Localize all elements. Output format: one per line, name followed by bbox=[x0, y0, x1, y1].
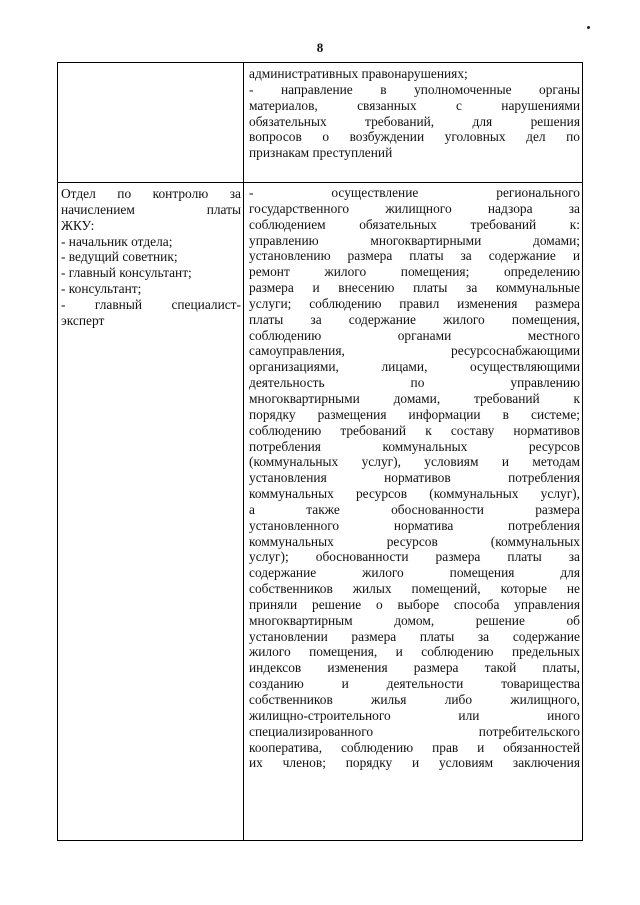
text-line: административных правонарушениях; bbox=[249, 66, 468, 81]
text-line: собственников жилых помещений, которые не bbox=[249, 581, 580, 597]
text-line: - начальник отдела; bbox=[61, 233, 173, 249]
text-line: установленного норматива потребления bbox=[249, 517, 580, 533]
row2-right-cell bbox=[249, 185, 580, 771]
text-line: многоквартирными домами, требований к bbox=[249, 390, 580, 406]
text-line: - главный специалист- bbox=[61, 296, 241, 312]
text-line: услуг); обоснованности размера платы за bbox=[249, 549, 580, 565]
text-line: установлении размера платы за содержание bbox=[249, 628, 580, 644]
text-line: жилищно-строительного или иного bbox=[249, 707, 580, 723]
text-line: - главный консультант; bbox=[61, 265, 192, 281]
text-line: содержание жилого помещения для bbox=[249, 565, 580, 581]
text-line: услуги; соблюдению правил изменения размера bbox=[249, 295, 580, 311]
text-line: потребления коммунальных ресурсов bbox=[249, 438, 580, 454]
text-line: ЖКУ: bbox=[61, 217, 95, 233]
text-line: кооператива, соблюдению прав и обязанностей bbox=[249, 739, 580, 755]
text-line: Отдел по контролю за bbox=[61, 186, 241, 201]
text-line: материалов, связанных с нарушениями bbox=[249, 97, 580, 113]
text-line: - консультант; bbox=[61, 281, 142, 297]
text-line: - направление в уполномоченные органы bbox=[249, 81, 580, 97]
text-line: ремонт жилого помещения; определению bbox=[249, 264, 580, 280]
text-line: (коммунальных услуг), условиям и методам bbox=[249, 454, 580, 470]
text-line: деятельность по управлению bbox=[249, 375, 580, 391]
text-line: их членов; порядку и условиям заключения bbox=[249, 755, 580, 771]
text-line: государственного жилищного надзора за bbox=[249, 200, 580, 216]
text-line: коммунальных ресурсов (коммунальных услуг), bbox=[249, 486, 580, 502]
text-line: специализированного потребительского bbox=[249, 723, 580, 739]
text-line: созданию и деятельности товарищества bbox=[249, 676, 580, 692]
text-line: начислением платы bbox=[61, 201, 241, 217]
text-line: эксперт bbox=[61, 312, 105, 328]
text-line: соблюдению требований к составу нормативов bbox=[249, 422, 580, 438]
text-line: установлению размера платы за содержание и bbox=[249, 248, 580, 264]
text-line: соблюдением обязательных требований к: bbox=[249, 216, 580, 232]
text-line: платы за содержание жилого помещения, bbox=[249, 311, 580, 327]
text-line: обязательных требований, для решения bbox=[249, 113, 580, 129]
text-line: соблюдению органами местного bbox=[249, 327, 580, 343]
row-divider bbox=[58, 182, 582, 183]
text-line: признакам преступлений bbox=[249, 145, 393, 161]
text-line: размера и внесению платы за коммунальные bbox=[249, 280, 580, 296]
row2-left-cell bbox=[61, 186, 241, 329]
text-line: а также обоснованности размера bbox=[249, 501, 580, 517]
text-line: организациями, лицами, осуществляющими bbox=[249, 359, 580, 375]
text-line: индексов изменения размера такой платы, bbox=[249, 660, 580, 676]
text-line: управлению многоквартирными домами; bbox=[249, 232, 580, 248]
text-line: - осуществление регионального bbox=[249, 185, 580, 200]
text-line: порядку размещения информации в системе; bbox=[249, 406, 580, 422]
text-line: собственников жилья либо жилищного, bbox=[249, 692, 580, 707]
text-line: вопросов о возбуждении уголовных дел по bbox=[249, 129, 580, 145]
text-line: жилого помещения, и соблюдению предельных bbox=[249, 644, 580, 660]
scan-speck bbox=[587, 26, 590, 29]
text-line: самоуправления, ресурсоснабжающими bbox=[249, 343, 580, 359]
text-line: - ведущий советник; bbox=[61, 249, 178, 265]
page-number: 8 bbox=[316, 40, 324, 55]
text-line: приняли решение о выборе способа управления bbox=[249, 596, 580, 612]
text-line: установления нормативов потребления bbox=[249, 470, 580, 486]
column-divider bbox=[243, 63, 244, 840]
regulations-table bbox=[57, 62, 583, 841]
text-line: многоквартирным домом, решение об bbox=[249, 612, 580, 628]
text-line: коммунальных ресурсов (коммунальных bbox=[249, 533, 580, 549]
row1-right-cell bbox=[249, 66, 580, 161]
